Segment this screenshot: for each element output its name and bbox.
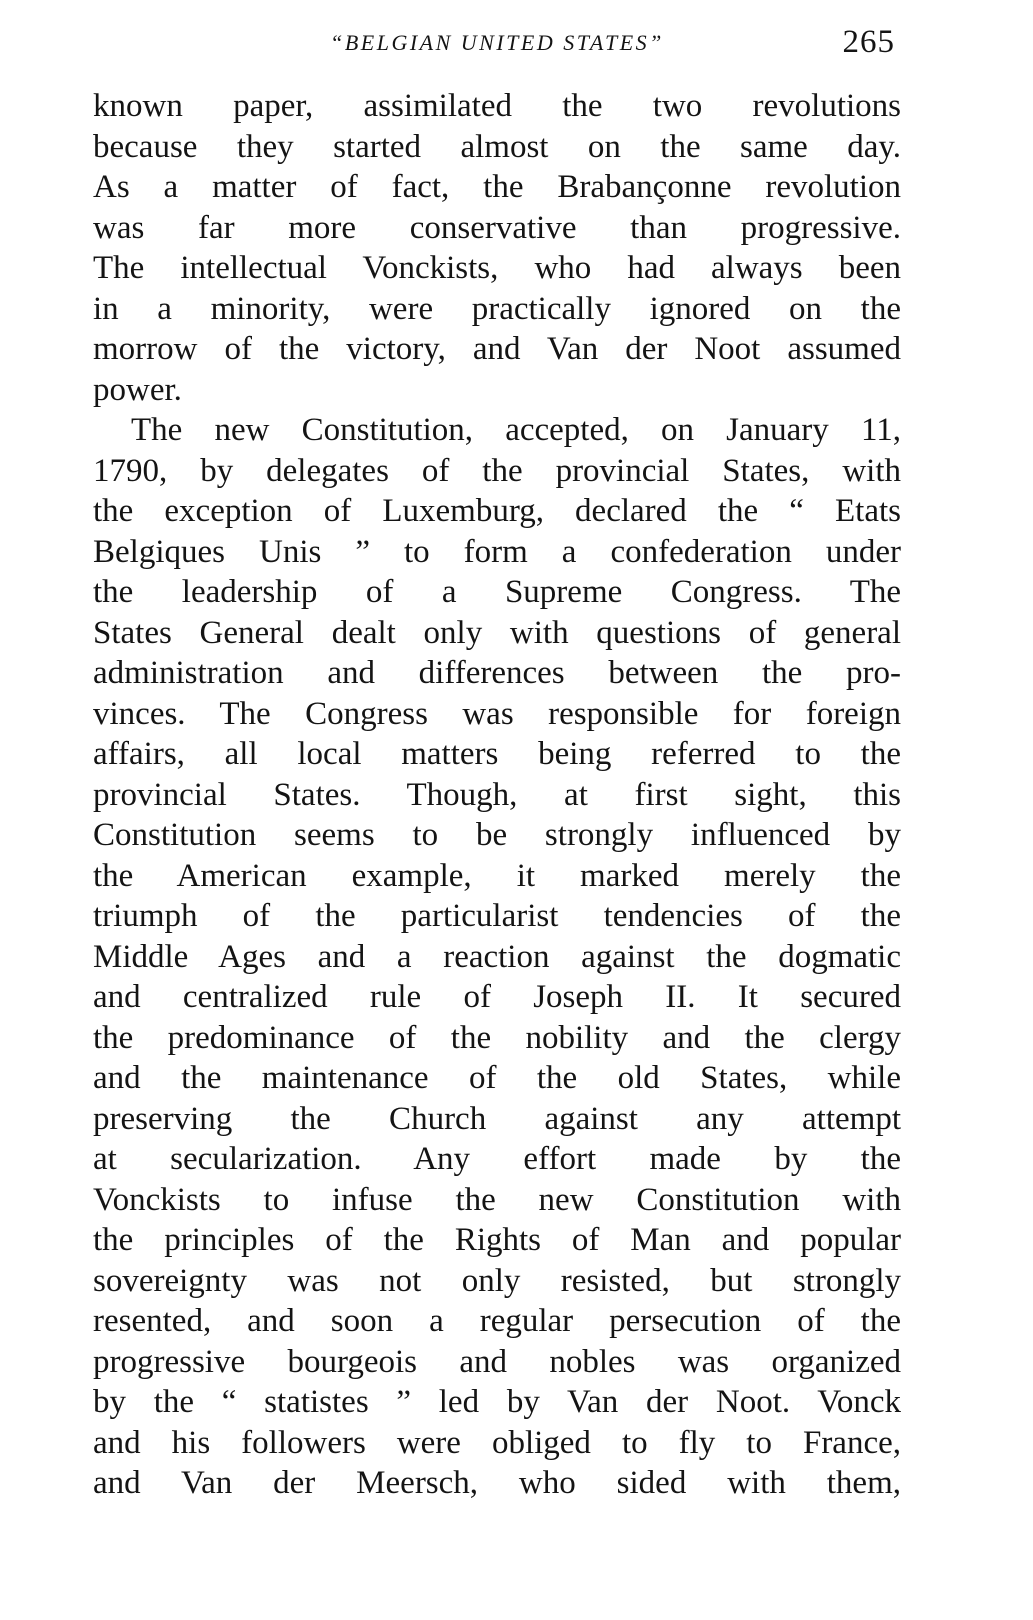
text-line: the principles of the Rights of Man and popular <box>93 1222 901 1258</box>
text-line: resented, and soon a regular persecution of the <box>93 1303 901 1339</box>
text-line: The new Constitution, accepted, on January 11, <box>131 412 901 448</box>
text-line: triumph of the particularist tendencies of the <box>93 898 901 934</box>
running-head <box>93 24 901 68</box>
text-line: progressive bourgeois and nobles was organized <box>93 1343 901 1380</box>
text-line: As a matter of fact, the Brabançonne revolution <box>93 169 901 205</box>
text-line: Belgiques Unis ” to form a confederation under <box>93 533 901 570</box>
text-line: preserving the Church against any attempt <box>93 1100 901 1137</box>
text-line: and Van der Meersch, who sided with them, <box>93 1465 901 1501</box>
text-line: power. <box>93 371 182 408</box>
text-line: affairs, all local matters being referred to the <box>93 736 901 772</box>
text-line: the predominance of the nobility and the clergy <box>93 1019 901 1056</box>
running-title: “BELGIAN UNITED STATES” <box>330 30 664 55</box>
text-line: Constitution seems to be strongly influenced by <box>93 817 901 853</box>
text-line: Middle Ages and a reaction against the dogmatic <box>93 938 901 975</box>
text-line: States General dealt only with questions of general <box>93 614 901 651</box>
text-line: administration and differences between the pro- <box>93 655 901 691</box>
text-line: sovereignty was not only resisted, but strongly <box>93 1262 901 1299</box>
text-line: was far more conservative than progressive. <box>93 209 901 246</box>
text-line: the leadership of a Supreme Congress. The <box>93 574 901 610</box>
body-text <box>93 86 901 1504</box>
text-line: in a minority, were practically ignored on the <box>93 290 901 327</box>
text-line: provincial States. Though, at first sight, this <box>93 776 901 813</box>
text-line: the American example, it marked merely the <box>93 857 901 894</box>
text-line: because they started almost on the same day. <box>93 128 901 165</box>
text-line: morrow of the victory, and Van der Noot assumed <box>93 331 901 367</box>
text-line: at secularization. Any effort made by the <box>93 1141 901 1177</box>
text-line: vinces. The Congress was responsible for foreign <box>93 695 901 732</box>
text-line: 1790, by delegates of the provincial States, with <box>93 452 901 489</box>
text-line: the exception of Luxemburg, declared the “ Etats <box>93 493 901 529</box>
text-line: and centralized rule of Joseph II. It secured <box>93 979 901 1015</box>
text-line: and the maintenance of the old States, while <box>93 1060 901 1096</box>
text-line: by the “ statistes ” led by Van der Noot. Vonck <box>93 1384 901 1420</box>
paragraph-2 <box>93 410 901 1504</box>
text-line: known paper, assimilated the two revolutions <box>93 88 901 124</box>
paragraph-1 <box>93 86 901 410</box>
page-number: 265 <box>842 24 895 60</box>
text-line: The intellectual Vonckists, who had always been <box>93 250 901 286</box>
text-line: Vonckists to infuse the new Constitution with <box>93 1181 901 1218</box>
text-line: and his followers were obliged to fly to France, <box>93 1424 901 1461</box>
